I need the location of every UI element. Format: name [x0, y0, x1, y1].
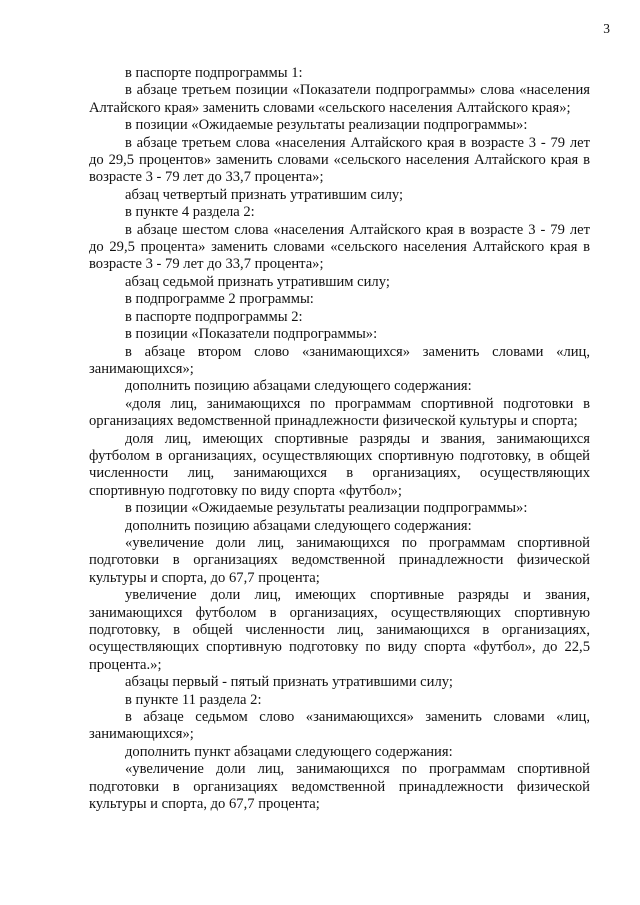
paragraph: дополнить позицию абзацами следующего содержания:: [125, 517, 472, 534]
paragraph: в пункте 4 раздела 2:: [125, 204, 255, 221]
paragraph: доля лиц, имеющих спортивные разряды и звания, занимающихся футболом в организациях, осуществляющих спортивную подготовку, в общей численности лиц, занимающихся в организациях, осуществляющих спортивную подготовку по виду спорта «футбол»;: [89, 430, 590, 499]
paragraph: в абзаце седьмом слово «занимающихся» заменить словами «лиц, занимающихся»;: [89, 709, 590, 743]
paragraph: в абзаце шестом слова «населения Алтайского края в возрасте 3 - 79 лет до 29,5 процента» заменить словами «сельского населения Алтайского края в возрасте 3 - 79 лет до 33,7 процента»;: [89, 221, 590, 273]
paragraph: увеличение доли лиц, имеющих спортивные разряды и звания, занимающихся футболом в организациях, осуществляющих спортивную подготовку, в общей численности лиц, занимающихся в организациях, осуществляющих спортивную подготовку по виду спорта «футбол», до 22,5 процента.»;: [89, 587, 590, 673]
document-body: [89, 65, 590, 813]
paragraph: в позиции «Ожидаемые результаты реализации подпрограммы»:: [125, 500, 528, 517]
paragraph: абзацы первый - пятый признать утратившими силу;: [125, 674, 453, 691]
paragraph: абзац седьмой признать утратившим силу;: [125, 273, 390, 290]
paragraph: «увеличение доли лиц, занимающихся по программам спортивной подготовки в организациях ведомственной принадлежности физической культуры и спорта, до 67,7 процента;: [89, 761, 590, 813]
paragraph: в позиции «Ожидаемые результаты реализации подпрограммы»:: [125, 117, 528, 134]
paragraph: в абзаце третьем позиции «Показатели подпрограммы» слова «населения Алтайского края» заменить словами «сельского населения Алтайского края»;: [89, 82, 590, 116]
page-number: 3: [603, 21, 610, 36]
paragraph: дополнить пункт абзацами следующего содержания:: [125, 743, 453, 760]
paragraph: в позиции «Показатели подпрограммы»:: [125, 326, 378, 343]
paragraph: дополнить позицию абзацами следующего содержания:: [125, 378, 472, 395]
paragraph: абзац четвертый признать утратившим силу;: [125, 186, 404, 203]
paragraph: «увеличение доли лиц, занимающихся по программам спортивной подготовки в организациях ведомственной принадлежности физической культуры и спорта, до 67,7 процента;: [89, 534, 590, 586]
paragraph: в пункте 11 раздела 2:: [125, 691, 262, 708]
paragraph: в подпрограмме 2 программы:: [125, 291, 314, 308]
paragraph: в паспорте подпрограммы 2:: [125, 308, 303, 325]
paragraph: в абзаце втором слово «занимающихся» заменить словами «лиц, занимающихся»;: [89, 343, 590, 377]
paragraph: в абзаце третьем слова «населения Алтайского края в возрасте 3 - 79 лет до 29,5 процентов» заменить словами «сельского населения Алтайского края в возрасте 3 - 79 лет до 33,7 процента»;: [89, 134, 590, 186]
paragraph: «доля лиц, занимающихся по программам спортивной подготовки в организациях ведомственной принадлежности физической культуры и спорта;: [89, 395, 590, 430]
paragraph: в паспорте подпрограммы 1:: [125, 65, 303, 81]
